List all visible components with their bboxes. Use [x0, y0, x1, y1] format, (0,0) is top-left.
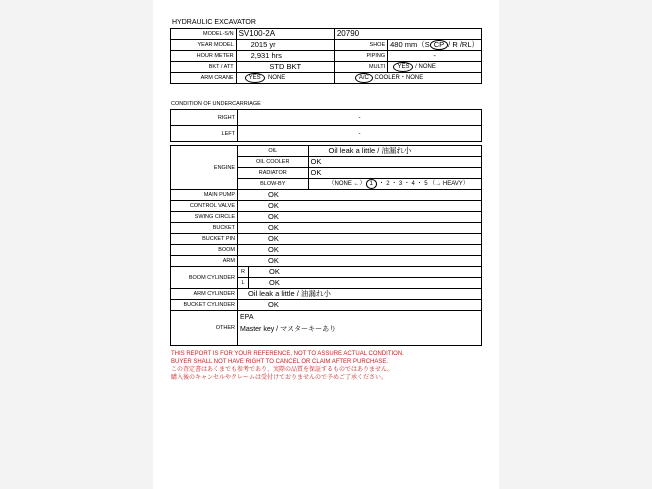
item-label: BUCKET PIN — [171, 234, 238, 245]
other-label: OTHER — [171, 311, 238, 346]
boom-cyl-l-value: OK — [249, 278, 482, 289]
table-row — [171, 201, 482, 212]
item-label: BUCKET — [171, 223, 238, 234]
blowby-heavy-end: ・ 2 ・ 3 ・ 4 ・ 5 （→ HEAVY） — [378, 181, 469, 187]
blowby-selected: 1 — [366, 179, 377, 189]
bkt-value: STD BKT — [236, 62, 334, 73]
multi-yes-selected: YES — [393, 62, 413, 72]
arm-crane-value — [236, 73, 334, 84]
other-line-2: Master key / マスターキーあり — [240, 326, 337, 333]
blowby-scale — [308, 179, 482, 190]
report-title: HYDRAULIC EXCAVATOR — [172, 19, 256, 26]
ac-selected: A/C — [355, 73, 373, 83]
item-label: MAIN PUMP — [171, 190, 238, 201]
blowby-label: BLOW-BY — [238, 179, 309, 190]
ac-value — [334, 73, 481, 84]
shoe-size: 480 mm（S — [390, 40, 430, 49]
multi-none: / NONE — [415, 64, 436, 70]
table-row — [171, 190, 482, 201]
table-row — [171, 212, 482, 223]
arm-cylinder-value: Oil leak a little / 油漏れ小 — [238, 289, 482, 300]
item-value: OK — [238, 212, 482, 223]
model-label: MODEL-S/N — [171, 29, 237, 40]
engine-oil-label: OIL — [238, 146, 309, 157]
piping-value: - — [388, 51, 482, 62]
item-label: ARM — [171, 256, 238, 267]
serial-value: 20790 — [334, 29, 481, 40]
undercarriage-table — [170, 109, 482, 142]
shoe-cp-selected: CP — [430, 40, 448, 50]
boom-cyl-r-label: R — [238, 267, 249, 278]
uc-left-label: LEFT — [171, 126, 238, 142]
hour-value: 2,931 hrs — [236, 51, 334, 62]
item-value: OK — [238, 256, 482, 267]
engine-label: ENGINE — [171, 146, 238, 190]
arm-crane-yes-selected: YES — [245, 73, 265, 83]
undercarriage-heading: CONDITION OF UNDERCARRIAGE — [171, 101, 261, 107]
boom-cylinder-label: BOOM CYLINDER — [171, 267, 238, 289]
uc-right-label: RIGHT — [171, 110, 238, 126]
table-row — [171, 223, 482, 234]
radiator-value: OK — [308, 168, 482, 179]
arm-crane-none: NONE — [267, 75, 286, 81]
engine-oil-value: Oil leak a little / 油漏れ小 — [308, 146, 482, 157]
spec-table — [170, 28, 482, 84]
item-value: OK — [238, 234, 482, 245]
uc-right-value: - — [238, 110, 482, 126]
blowby-none-end: （NONE ←） — [328, 181, 366, 187]
item-value: OK — [238, 190, 482, 201]
oil-cooler-value: OK — [308, 157, 482, 168]
disclaimer-line-4: 購入後のキャンセルやクレームは受付けておりませんので予めご了承ください。 — [171, 375, 388, 381]
disclaimer-line-1: THIS REPORT IS FOR YOUR REFERENCE, NOT TO ASSURE ACTUAL CONDITION. — [171, 351, 404, 357]
other-line-1: EPA — [240, 314, 254, 321]
model-value: SV100-2A — [236, 29, 334, 40]
arm-cylinder-label: ARM CYLINDER — [171, 289, 238, 300]
table-row — [171, 256, 482, 267]
year-value: 2015 yr — [236, 40, 334, 51]
multi-value — [388, 62, 482, 73]
piping-label: PIPING — [334, 51, 387, 62]
uc-left-value: - — [238, 126, 482, 142]
shoe-label: SHOE — [334, 40, 387, 51]
report-sheet — [153, 0, 499, 489]
disclaimer-line-3: この査定書はあくまでも参考であり、実際の品質を保証するものではありません。 — [171, 367, 394, 373]
item-value: OK — [238, 201, 482, 212]
oil-cooler-label: OIL COOLER — [238, 157, 309, 168]
item-label: SWING CIRCLE — [171, 212, 238, 223]
table-row — [171, 234, 482, 245]
table-row — [171, 245, 482, 256]
bucket-cylinder-label: BUCKET CYLINDER — [171, 300, 238, 311]
boom-cyl-l-label: L — [238, 278, 249, 289]
bkt-label: BKT / ATT — [171, 62, 237, 73]
hour-label: HOUR METER — [171, 51, 237, 62]
item-label: CONTROL VALVE — [171, 201, 238, 212]
shoe-value — [388, 40, 482, 51]
boom-cyl-r-value: OK — [249, 267, 482, 278]
bucket-cylinder-value: OK — [238, 300, 482, 311]
multi-label: MULTI — [334, 62, 387, 73]
disclaimer-line-2: BUYER SHALL NOT HAVE RIGHT TO CANCEL OR CLAIM AFTER PURCHASE. — [171, 359, 389, 365]
arm-crane-label: ARM CRANE — [171, 73, 237, 84]
item-value: OK — [238, 223, 482, 234]
radiator-label: RADIATOR — [238, 168, 309, 179]
cooler-options: COOLER・NONE — [374, 75, 424, 81]
inspection-table — [170, 145, 482, 346]
year-label: YEAR MODEL — [171, 40, 237, 51]
item-value: OK — [238, 245, 482, 256]
shoe-options: / R /RL） — [448, 40, 479, 49]
item-label: BOOM — [171, 245, 238, 256]
other-value — [238, 311, 482, 346]
